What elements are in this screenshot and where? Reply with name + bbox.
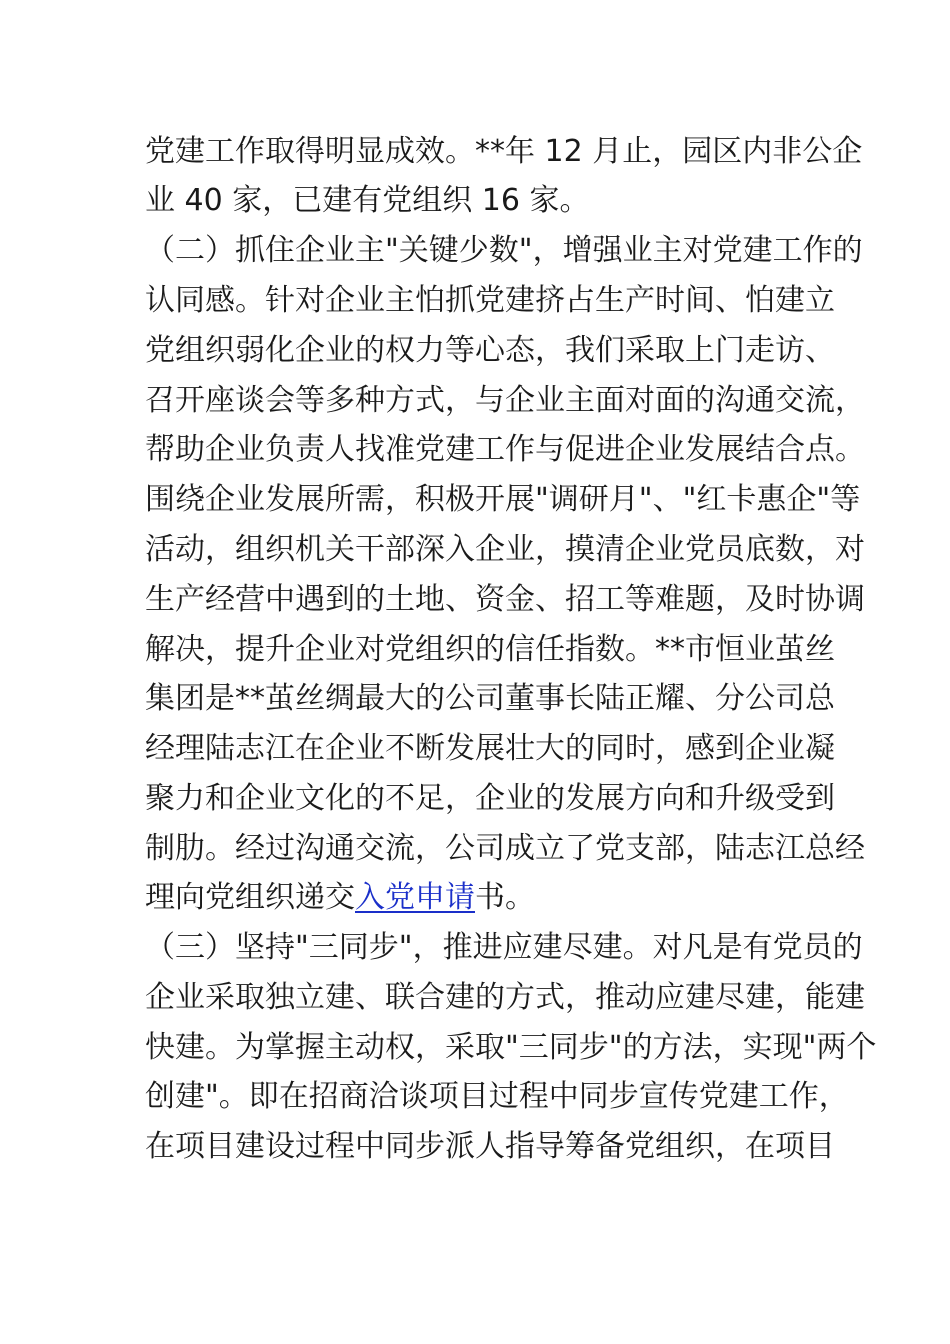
- text-line-20: 创建"。即在招商洽谈项目过程中同步宣传党建工作，: [145, 1079, 849, 1114]
- text-line-21: 在项目建设过程中同步派人指导筹备党组织，在项目: [145, 1129, 835, 1164]
- text-line-4: 认同感。针对企业主怕抓党建挤占生产时间、怕建立: [145, 283, 835, 318]
- text-line-11: 解决，提升企业对党组织的信任指数。**市恒业茧丝: [145, 632, 835, 667]
- text-line-6: 召开座谈会等多种方式，与企业主面对面的沟通交流，: [145, 383, 865, 418]
- text-line-3: （二）抓住企业主"关键少数"，增强业主对党建工作的: [145, 233, 863, 268]
- text-line-19: 快建。为掌握主动权，采取"三同步"的方法，实现"两个: [145, 1030, 877, 1065]
- text-line-17: （三）坚持"三同步"，推进应建尽建。对凡是有党员的: [145, 930, 863, 965]
- text-line-15: 制肋。经过沟通交流，公司成立了党支部，陆志江总经: [145, 831, 865, 866]
- text-line-14: 聚力和企业文化的不足，企业的发展方向和升级受到: [145, 781, 835, 816]
- text-line-5: 党组织弱化企业的权力等心态，我们采取上门走访、: [145, 333, 835, 368]
- text-line-10: 生产经营中遇到的土地、资金、招工等难题，及时协调: [145, 582, 865, 617]
- text-before-link: 理向党组织递交: [145, 880, 355, 915]
- text-line-8: 围绕企业发展所需，积极开展"调研月"、"红卡惠企"等: [145, 482, 861, 517]
- text-line-7: 帮助企业负责人找准党建工作与促进企业发展结合点。: [145, 432, 865, 467]
- application-link[interactable]: 入党申请: [355, 880, 475, 915]
- text-line-16: [145, 878, 535, 918]
- text-line-13: 经理陆志江在企业不断发展壮大的同时，感到企业凝: [145, 731, 835, 766]
- text-after-link: 书。: [475, 880, 535, 915]
- text-line-1: 党建工作取得明显成效。**年 12 月止，园区内非公企: [145, 134, 863, 169]
- text-line-2: 业 40 家，已建有党组织 16 家。: [145, 183, 590, 218]
- text-line-18: 企业采取独立建、联合建的方式，推动应建尽建，能建: [145, 980, 865, 1015]
- text-line-12: 集团是**茧丝绸最大的公司董事长陆正耀、分公司总: [145, 681, 835, 716]
- text-line-9: 活动，组织机关干部深入企业，摸清企业党员底数，对: [145, 532, 865, 567]
